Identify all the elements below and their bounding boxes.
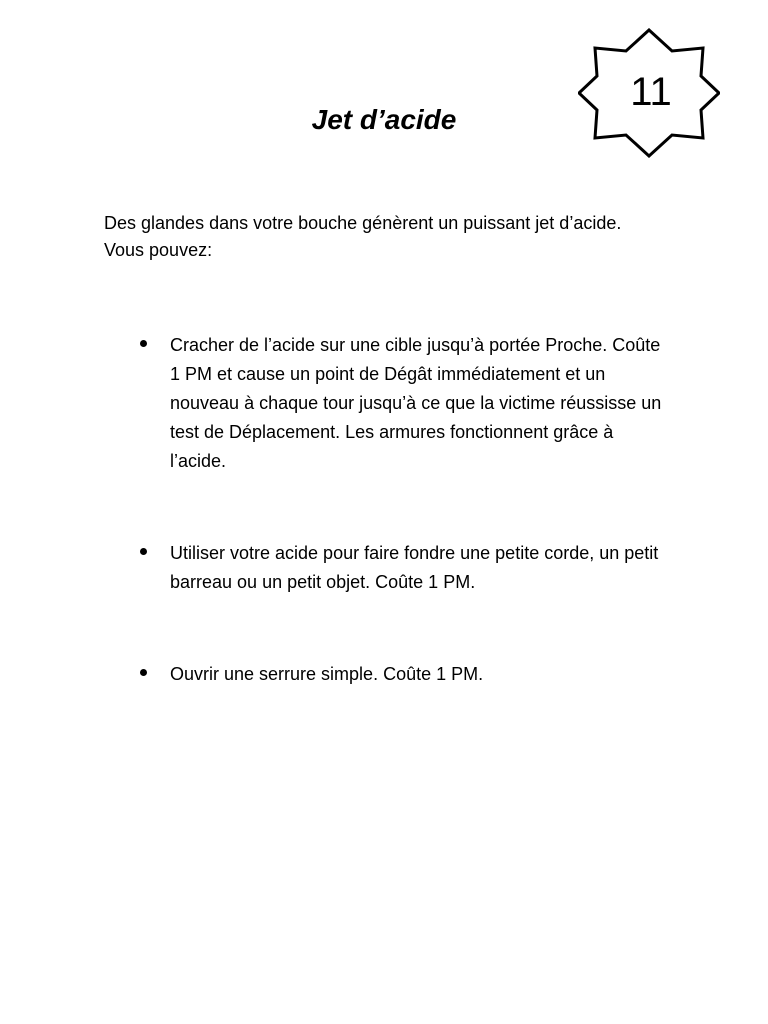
list-item-text: Ouvrir une serrure simple. Coûte 1 PM. — [170, 664, 484, 684]
list-item-text: Cracher de l’acide sur une cible jusqu’à portée Proche. Coûte 1 PM et cause un point de Dégât immédiatement et un nouveau à chaque tour jusqu’à ce que la victime réussisse un test de Déplacement. Les armures fonctionnent grâce à l’acide. — [170, 335, 662, 471]
bullet-icon — [140, 548, 147, 555]
bullet-icon — [140, 669, 147, 676]
list-item-text: Utiliser votre acide pour faire fondre une petite corde, un petit barreau ou un petit objet. Coûte 1 PM. — [170, 543, 659, 592]
card-number: 11 — [630, 70, 672, 114]
bullet-icon — [140, 340, 147, 347]
page-title: Jet d’acide — [311, 104, 457, 135]
intro-paragraph: Des glandes dans votre bouche génèrent un puissant jet d’acide. Vous pouvez: — [104, 213, 622, 260]
